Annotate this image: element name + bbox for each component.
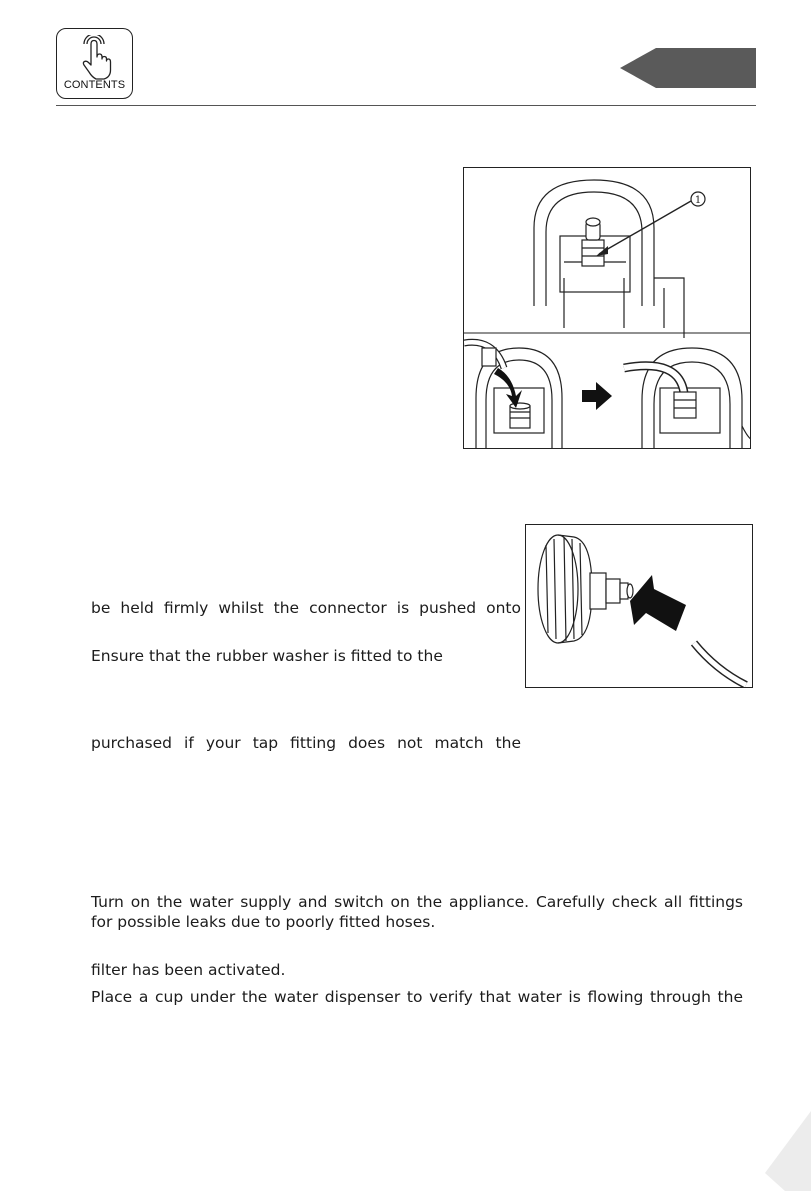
instruction-line-4: Turn on the water supply and switch on the appliance. Carefully check all fittings: [91, 893, 743, 911]
language-tab: [620, 48, 756, 88]
instruction-line-1: be held firmly whilst the connector is pushed onto: [91, 599, 521, 617]
push-arrow-icon: [630, 575, 686, 631]
page-corner: [761, 1111, 811, 1191]
hose-connector-figure: [525, 524, 753, 688]
touch-hand-icon: [78, 35, 112, 81]
contents-button[interactable]: [56, 28, 133, 99]
contents-label: CONTENTS: [63, 79, 126, 91]
header-divider: [56, 105, 756, 106]
inlet-valve-figure: [463, 167, 751, 449]
arrow-right-icon: [582, 382, 612, 410]
callout-number: 1: [694, 195, 702, 206]
instruction-line-3: purchased if your tap fitting does not match the: [91, 734, 521, 752]
instruction-line-5: for possible leaks due to poorly fitted hoses.: [91, 913, 436, 931]
instruction-line-7: Place a cup under the water dispenser to verify that water is flowing through the: [91, 988, 743, 1006]
instruction-line-2: Ensure that the rubber washer is fitted to the: [91, 647, 443, 665]
instruction-line-6: filter has been activated.: [91, 961, 286, 979]
